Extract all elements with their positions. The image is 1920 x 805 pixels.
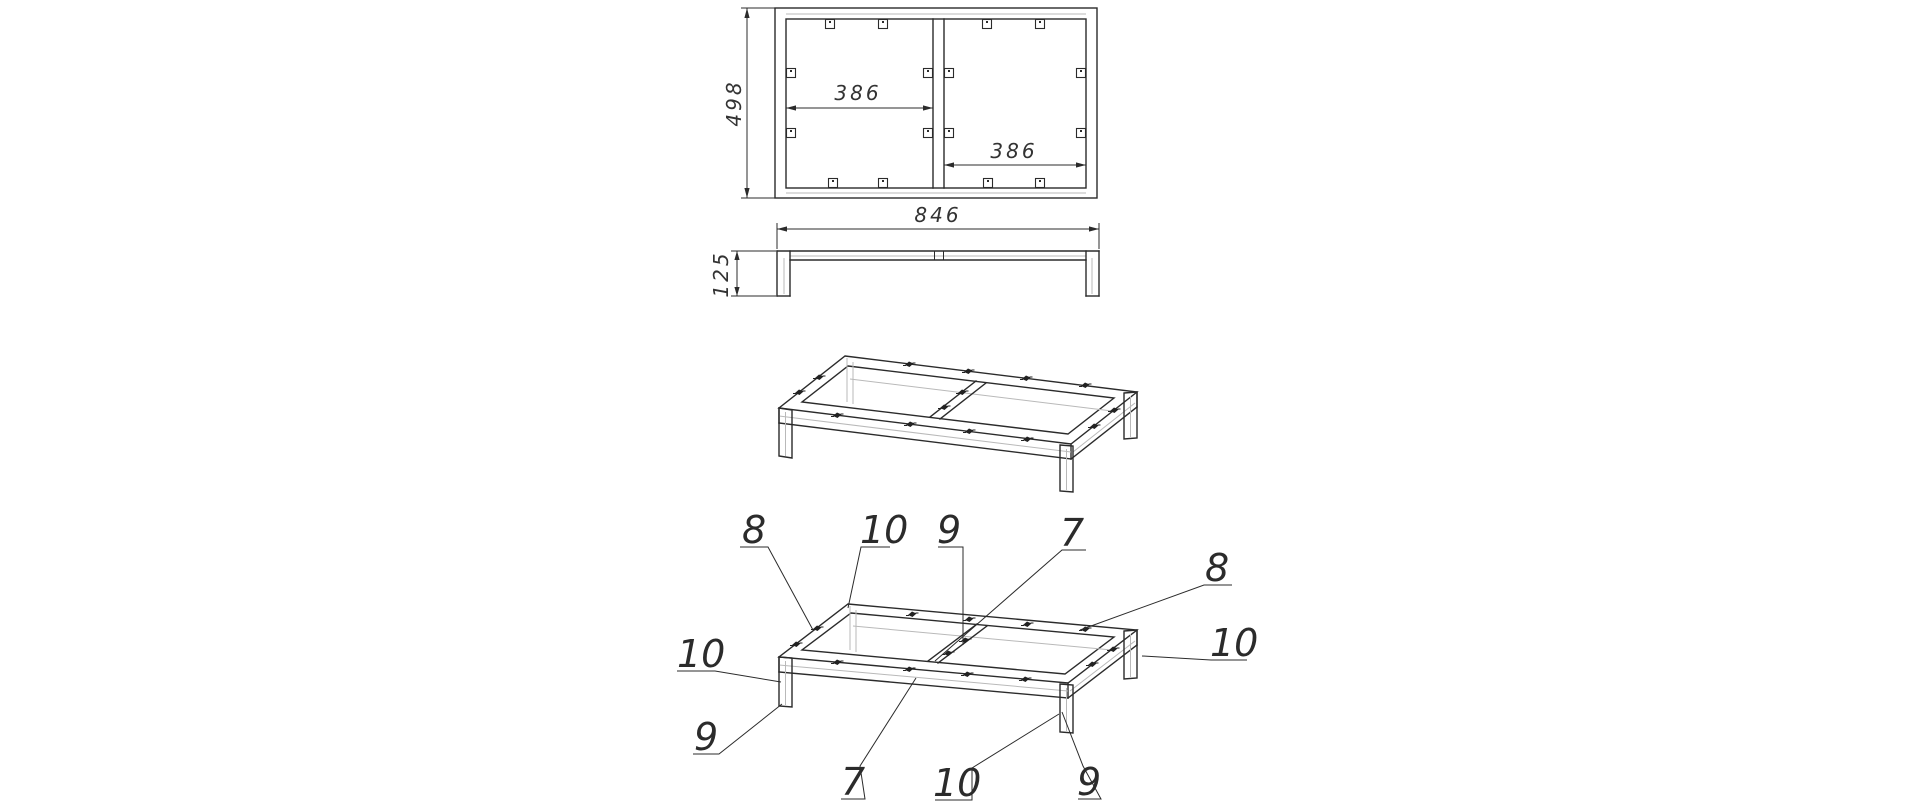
top-view — [722, 8, 1097, 198]
dimension-498 — [722, 8, 775, 198]
dimension-125 — [709, 250, 776, 297]
callout-left-10: 10 — [677, 632, 726, 676]
callout-bottom-7: 7 — [841, 760, 866, 804]
callout-top-8: 8 — [742, 508, 767, 552]
dimension-386-left — [786, 81, 933, 111]
callout-top-10: 10 — [860, 508, 909, 552]
isometric-view — [779, 356, 1137, 492]
exploded-view-labeled — [677, 508, 1258, 805]
callout-bottom-9: 9 — [1077, 760, 1102, 804]
dim-side-height: 125 — [709, 250, 733, 298]
side-view — [709, 203, 1099, 298]
callout-labels — [677, 508, 1258, 805]
callout-right-8: 8 — [1205, 546, 1230, 590]
callout-top-7: 7 — [1060, 511, 1085, 555]
dim-overall-width: 846 — [914, 203, 962, 227]
dimension-386-right — [944, 139, 1086, 168]
callout-left-9: 9 — [694, 715, 719, 759]
callout-top-9: 9 — [937, 508, 962, 552]
dim-bay-left: 386 — [834, 81, 882, 105]
dim-bay-right: 386 — [990, 139, 1038, 163]
dimension-846 — [777, 203, 1099, 249]
callout-right-10: 10 — [1210, 621, 1259, 665]
callout-bottom-10: 10 — [933, 761, 982, 805]
dim-top-height: 498 — [722, 79, 746, 127]
